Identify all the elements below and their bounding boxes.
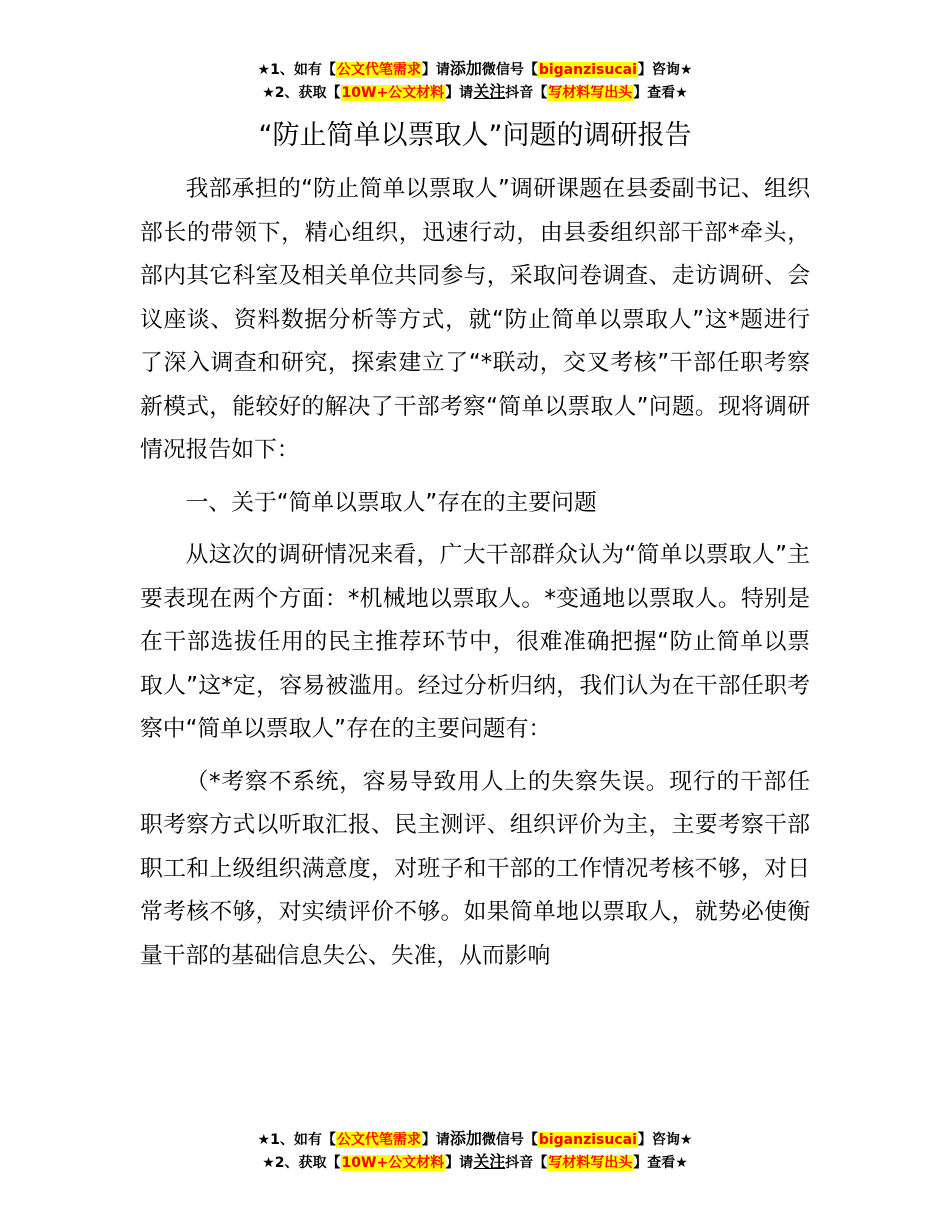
banner-text: 】请 [445,85,474,101]
banner-text: ★1、如有【 [257,1132,336,1148]
banner-text: 抖音【 [505,85,548,101]
banner-line-2 [0,1151,950,1174]
banner-text: 】请 [421,62,450,78]
banner-text: ★2、获取【 [262,85,341,101]
highlight-materials: 10W+公文材料 [341,85,445,101]
banner-emphasis: 关注 [473,82,506,101]
banner-text: 】查看★ [633,1155,688,1171]
banner-line-1 [0,1128,950,1151]
banner-emphasis: 关注 [473,1152,506,1171]
highlight-materials: 10W+公文材料 [341,1155,445,1171]
document-title: “防止简单以票取人”问题的调研报告 [258,120,692,151]
banner-line-2 [0,81,950,104]
banner-text: 微信号【 [481,1132,538,1148]
section-heading: 一、关于“简单以票取人”存在的主要问题 [185,489,597,516]
highlight-service: 公文代笔需求 [336,62,421,78]
banner-line-1 [0,58,950,81]
paragraph-issue-1: （*考察不系统，容易导致用人上的失察失误。现行的干部任职考察方式以听取汇报、民主测评、组织评价为主，主要考察干部职工和上级组织满意度，对班子和干部的工作情况考核不够，对日常考核不够，对实绩评价不够。如果简单地以票取人，就势必使衡量干部的基础信息失公、失准，从而影响 [140,768,810,969]
banner-text: 】请 [445,1155,474,1171]
banner-text: 】咨询★ [637,62,693,78]
banner-text: 】请 [421,1132,450,1148]
header-banner [0,58,950,104]
paragraph-intro: 我部承担的“防止简单以票取人”调研课题在县委副书记、组织部长的带领下，精心组织，迅速行动，由县委组织部干部*牵头，部内其它科室及相关单位共同参与，采取问卷调查、走访调研、会议座谈、资料数据分析等方式，就“防止简单以票取人”这*题进行了深入调查和研究，探索建立了“*联动，交叉考核”干部任职考察新模式，能较好的解决了干部考察“简单以票取人”问题。现将调研情况报告如下： [140,176,810,463]
banner-emphasis: 添加 [449,1129,482,1148]
banner-text: 】咨询★ [637,1132,693,1148]
banner-emphasis: 添加 [449,59,482,78]
highlight-wechat-id: biganzisucai [538,1132,637,1148]
banner-text: ★1、如有【 [257,62,336,78]
banner-text: 】查看★ [633,85,688,101]
highlight-douyin-id: 写材料写出头 [548,1155,633,1171]
banner-text: ★2、获取【 [262,1155,341,1171]
document-body [140,168,810,978]
paragraph-findings: 从这次的调研情况来看，广大干部群众认为“简单以票取人”主要表现在两个方面：*机械地以票取人。*变通地以票取人。特别是在干部选拔任用的民主推荐环节中，很难准确把握“防止简单以票取人”这*定，容易被滥用。经过分析归纳，我们认为在干部任职考察中“简单以票取人”存在的主要问题有： [140,542,810,742]
highlight-douyin-id: 写材料写出头 [548,85,633,101]
highlight-service: 公文代笔需求 [336,1132,421,1148]
footer-banner [0,1128,950,1174]
highlight-wechat-id: biganzisucai [538,62,637,78]
banner-text: 抖音【 [505,1155,548,1171]
banner-text: 微信号【 [481,62,538,78]
